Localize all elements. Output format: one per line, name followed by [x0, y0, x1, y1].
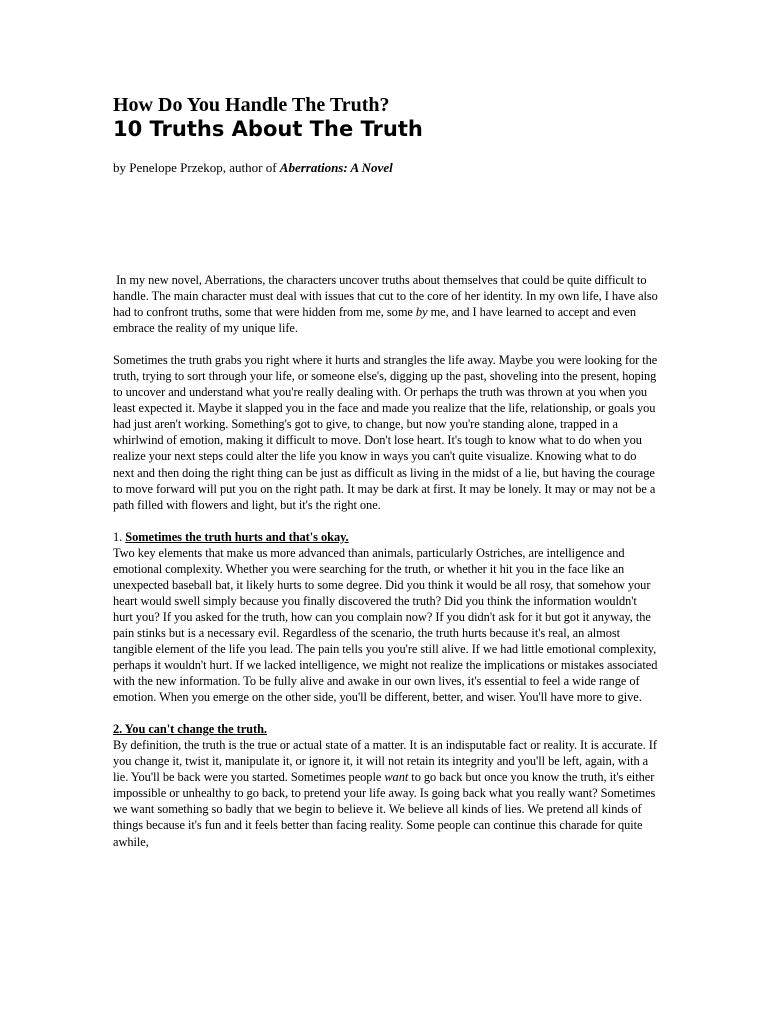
document-subtitle: 10 Truths About The Truth: [113, 117, 423, 141]
intro-p1-text-end: me, and I have learned to accept and even embrace the reality of my unique life.: [113, 305, 636, 336]
section-1-number: 1.: [113, 529, 126, 544]
intro-paragraph-1: [113, 272, 659, 336]
intro-paragraph-2: Sometimes the truth grabs you right where it hurts and strangles the life away. Maybe you were looking for the truth, trying to sort through your life, or someone else's, digging up the past, shoveling into the present, hoping to uncover and understand what you're really dealing with. Or perhaps the truth was thrown at you when you least expected it. Maybe it slapped you in the face and made you realize that the life, relationship, or goals you had just aren't working. Something's got to give, to change, but now you're standing alone, trapped in a whirlwind of emotion, making it difficult to move. Don't lose heart. It's tough to know what to do when you realize your next steps could alter the life you know in ways you can't quite visualize. Knowing what to do next and then doing the right thing can be just as difficult as living in the midst of a lie, but having the courage to move forward will put you on the right path. It may be dark at first. It may be lonely. It may or may not be a path filled with flowers and light, but it's the right one.: [113, 353, 658, 512]
byline: [113, 159, 393, 177]
book-title: Aberrations: A Novel: [279, 160, 393, 175]
intro-p1-emphasis: by: [415, 305, 428, 320]
intro-p1-text: In my new novel, Aberrations, the characters uncover truths about themselves that could be quite difficult to handle. The main character must deal with issues that cut to the core of her identity. In my own life, I have also had to confront truths, some that were hidden from me, some: [113, 273, 658, 320]
section-2-title: 2. You can't change the truth.: [113, 722, 267, 737]
section-1: [113, 529, 659, 706]
section-2: [113, 721, 659, 849]
article-body: [113, 272, 659, 866]
section-2-emphasis: want: [384, 770, 409, 785]
section-2-text: By definition, the truth is the true or actual state of a matter. It is an indisputable fact or reality. It is accurate. If you change it, twist it, manipulate it, or ignore it, it will not retain its integrity and you'll be left, again, with a lie. You'll be back were you started. Sometimes people: [113, 738, 657, 785]
document-title: How Do You Handle The Truth?: [113, 94, 390, 116]
section-1-title: Sometimes the truth hurts and that's okay.: [125, 529, 349, 544]
byline-prefix: by Penelope Przekop, author of: [113, 160, 280, 175]
section-2-text-end: to go back but once you know the truth, it's either impossible or unhealthy to go back, to pretend your life away. Is going back what you really want? Sometimes we want something so badly that we begin to believe it. We believe all kinds of lies. We pretend all kinds of things because it's fun and it feels better than facing reality. Some people can continue this charade for quite awhile,: [113, 770, 656, 849]
section-1-text: Two key elements that make us more advanced than animals, particularly Ostriches, are intelligence and emotional complexity. Whether you were searching for the truth, or whether it hit you in the face like an unexpected baseball bat, it likely hurts to some degree. Did you think it would be all rosy, that somehow your heart would swell simply because you finally discovered the truth? Did you think the information wouldn't hurt you? If you asked for the truth, how can you complain now? If you didn't ask for it but got it anyway, the pain stinks but is a necessary evil. Regardless of the scenario, the truth hurts because it's real, an almost tangible element of the life you lead. The pain tells you you're still alive. If we had little emotional complexity, perhaps it wouldn't hurt. If we lacked intelligence, we might not realize the implications or mistakes associated with the new information. To be fully alive and awake in our own lives, it's essential to feel a wide range of emotion. When you emerge on the other side, you'll be different, better, and wiser. You'll have more to give.: [113, 545, 658, 705]
